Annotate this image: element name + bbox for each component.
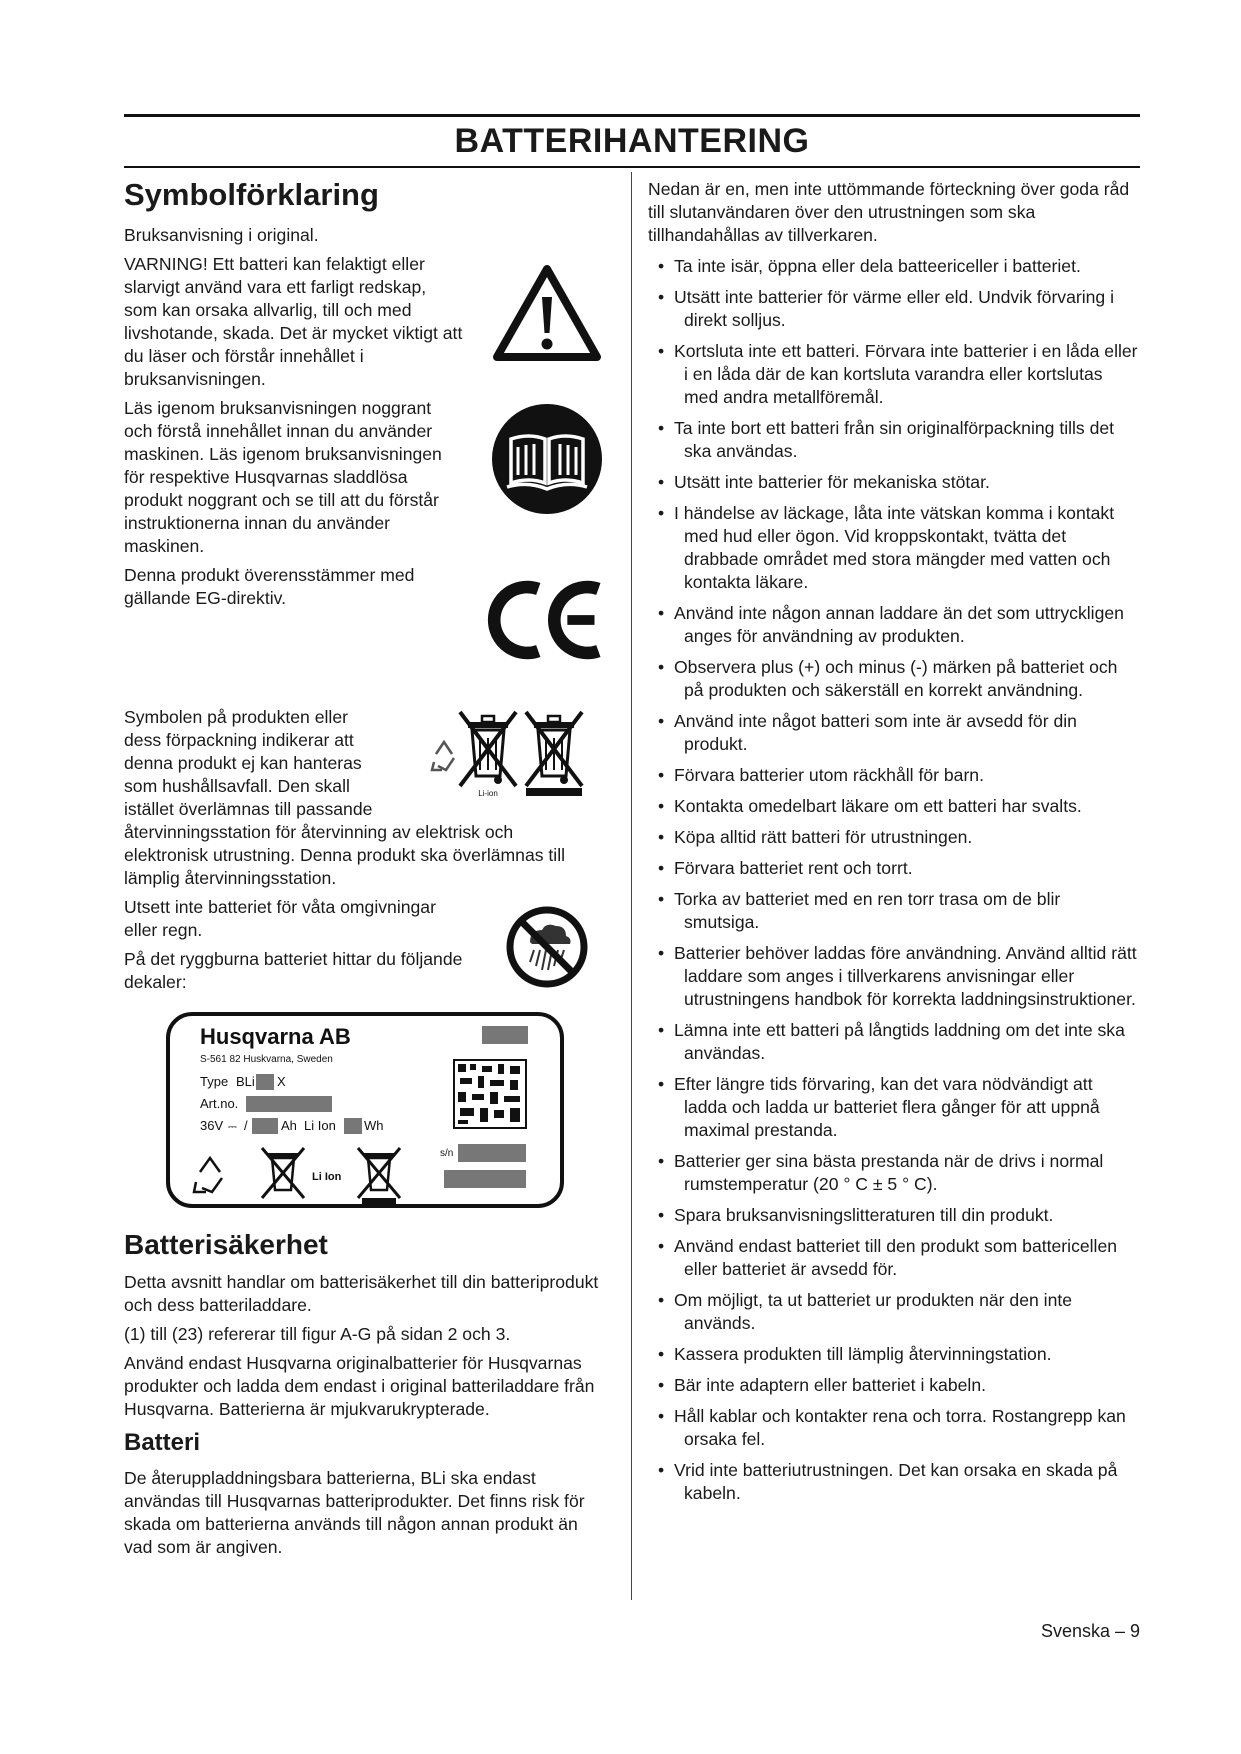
advice-text: Torka av batteriet med en ren torr trasa om de blir smutsiga. (674, 889, 1061, 932)
advice-text: Ta inte bort ett batteri från sin originalförpackning tills det ska användas. (674, 418, 1115, 461)
decal-sn-label: s/n (440, 1148, 454, 1159)
decal-ah-label: Ah (281, 1118, 297, 1133)
weee-line: Symbolen på produkten eller (124, 707, 348, 727)
advice-item (648, 1289, 1140, 1335)
advice-intro: Nedan är en, men inte uttömmande förteckning över goda råd till slutanvändaren över den utrustningen som ska tillhandahållas av tillverkaren. (648, 179, 1130, 245)
no-rain-icon (484, 896, 610, 990)
decal-voltage: 36V (200, 1118, 224, 1133)
weee-line: som hushållsavfall. Den skall (124, 776, 350, 796)
advice-list (648, 255, 1140, 1505)
advice-text: Kortsluta inte ett batteri. Förvara inte batterier i en låda eller i en låda där de kan kortsluta varandra eller kortslutas med andra metallföremål. (674, 341, 1138, 407)
advice-item (648, 710, 1140, 756)
bullet-mark: • (658, 657, 665, 677)
header-bottom-rule (124, 166, 1140, 168)
advice-text: Använd inte någon annan laddare än det som uttryckligen anges för användning av produkten. (674, 603, 1124, 646)
weee-block (124, 706, 610, 890)
bullet-mark: • (658, 796, 665, 816)
ce-block (124, 564, 610, 666)
bullet-mark: • (658, 1290, 665, 1310)
weee-line: dess förpackning indikerar att (124, 730, 354, 750)
bullet-mark: • (658, 827, 665, 847)
advice-text: Utsätt inte batterier för värme eller eld. Undvik förvaring i direkt solljus. (674, 287, 1115, 330)
ce-mark-icon (484, 564, 610, 666)
bullet-mark: • (658, 765, 665, 785)
column-divider (631, 172, 632, 1600)
advice-text: Ta inte isär, öppna eller dela batteericeller i batteriet. (674, 256, 1081, 276)
safety-text-2: (1) till (23) refererar till figur A-G på sidan 2 och 3. (124, 1324, 511, 1344)
advice-text: I händelse av läckage, låta inte vätskan komma i kontakt med hud eller ögon. Vid kroppskontakt, tvätta det drabbade området med stora mängder med vatten och kontakta läkare. (674, 503, 1115, 592)
decal-artno-label: Art.no. (200, 1096, 239, 1111)
bullet-mark: • (658, 418, 665, 438)
recycle-icon (432, 742, 454, 770)
bullet-mark: • (658, 1236, 665, 1256)
advice-item (648, 417, 1140, 463)
advice-text: Köpa alltid rätt batteri för utrustningen. (674, 827, 973, 847)
bullet-mark: • (658, 858, 665, 878)
safety-text-3: Använd endast Husqvarna originalbatterier för Husqvarnas produkter och ladda dem endast i original batteriladdare från Husqvarna. Batterierna är mjukvarukrypterade. (124, 1353, 595, 1419)
advice-text: Använd inte något batteri som inte är avsedd för din produkt. (674, 711, 1077, 754)
decal-chem-label: Li Ion (304, 1118, 336, 1133)
advice-text: Håll kablar och kontakter rena och torra. Rostangrepp kan orsaka fel. (674, 1406, 1126, 1449)
advice-item (648, 656, 1140, 702)
section-title: BATTERIHANTERING (454, 122, 810, 160)
bullet-mark: • (658, 889, 665, 909)
advice-text: Vrid inte batteriutrustningen. Det kan orsaka en skada på kabeln. (674, 1460, 1118, 1503)
advice-item (648, 795, 1140, 818)
left-column (124, 176, 610, 1565)
weee-line: istället överlämnas till passande (124, 799, 373, 819)
bullet-mark: • (658, 1344, 665, 1364)
advice-text: Förvara batteriet rent och torrt. (674, 858, 913, 878)
decals-text: På det ryggburna batteriet hittar du följande dekaler: (124, 949, 463, 992)
advice-text: Batterier ger sina bästa prestanda när de drivs i normal rumstemperatur (20 ° C ± 5 ° C). (674, 1151, 1104, 1194)
decal-wh-label: Wh (364, 1118, 384, 1133)
bullet-mark: • (658, 1460, 665, 1480)
weee-symbols (424, 706, 604, 803)
battery-decal (164, 1010, 610, 1215)
battery-safety-heading: Batterisäkerhet (124, 1229, 328, 1260)
advice-item (648, 1019, 1140, 1065)
weee-line: återvinningsstation för återvinning av elektrisk och (124, 822, 514, 842)
advice-item (648, 888, 1140, 934)
bullet-mark: • (658, 711, 665, 731)
advice-text: Förvara batterier utom räckhåll för barn. (674, 765, 984, 785)
decal-dc-symbol: ⎓ (228, 1120, 237, 1133)
rain-block (124, 896, 610, 1000)
ce-text: Denna produkt överensstämmer med gällande EG-direktiv. (124, 565, 415, 608)
decal-brand: Husqvarna AB (200, 1024, 351, 1049)
advice-item (648, 1374, 1140, 1397)
bullet-mark: • (658, 603, 665, 623)
advice-item (648, 1459, 1140, 1505)
bullet-mark: • (658, 943, 665, 963)
decal-address: S-561 82 Huskvarna, Sweden (200, 1054, 333, 1065)
warning-triangle-icon (484, 253, 610, 363)
bullet-mark: • (658, 1406, 665, 1426)
advice-text: Observera plus (+) och minus (-) märken på batteriet och på produkten och säkerställ en korrekt användning. (674, 657, 1118, 700)
weee-line: elektronisk utrustning. Denna produkt ska överlämnas till (124, 845, 566, 865)
bullet-mark: • (658, 472, 665, 492)
weee-bin-li-ion-icon (460, 712, 516, 798)
read-manual-icon (484, 397, 610, 515)
warning-block (124, 253, 610, 397)
warning-text: VARNING! Ett batteri kan felaktigt eller slarvigt använd vara ett farligt redskap, som kan orsaka allvarlig, till och med livshotande, skada. Det är mycket viktigt att du läser och förstår innehållet i bruksanvisningen. (124, 254, 463, 389)
advice-item (648, 255, 1140, 278)
advice-text: Använd endast batteriet till den produkt som battericellen eller batteriet är avsedd för. (674, 1236, 1118, 1279)
weee-bin-icon (526, 712, 582, 796)
decal-datamatrix-icon (454, 1060, 526, 1128)
bullet-mark: • (658, 1020, 665, 1040)
weee-line: lämplig återvinningsstation. (124, 868, 337, 888)
page-footer: Svenska – 9 (1040, 1621, 1140, 1641)
weee-line: denna produkt ej kan hanteras (124, 753, 362, 773)
bullet-mark: • (658, 256, 665, 276)
advice-item (648, 857, 1140, 880)
weee-li-ion-label: Li-ion (478, 789, 498, 798)
advice-item (648, 1204, 1140, 1227)
decal-type-prefix: BLi (236, 1074, 255, 1089)
bullet-mark: • (658, 1074, 665, 1094)
decal-type-suffix: X (277, 1074, 286, 1089)
advice-text: Kassera produkten till lämplig återvinningstation. (674, 1344, 1052, 1364)
bullet-mark: • (658, 1375, 665, 1395)
advice-item (648, 764, 1140, 787)
decal-type-label: Type (200, 1074, 229, 1089)
bullet-mark: • (658, 341, 665, 361)
original-manual-text: Bruksanvisning i original. (124, 225, 319, 245)
decal-li-ion-text: Li Ion (312, 1171, 342, 1183)
advice-item (648, 502, 1140, 594)
advice-text: Utsätt inte batterier för mekaniska stötar. (674, 472, 990, 492)
advice-item (648, 340, 1140, 409)
battery-text: De återuppladdningsbara batterierna, BLi ska endast användas till Husqvarnas batteriprodukter. Det finns risk för skada om batterierna används till någon annan produkt än vad som är angiven. (124, 1468, 585, 1557)
advice-item (648, 1150, 1140, 1196)
advice-text: Kontakta omedelbart läkare om ett batteri har svalts. (674, 796, 1082, 816)
bullet-mark: • (658, 1205, 665, 1225)
advice-text: Lämna inte ett batteri på långtids laddning om det inte ska användas. (674, 1020, 1125, 1063)
bullet-mark: • (658, 503, 665, 523)
advice-text: Spara bruksanvisningslitteraturen till din produkt. (674, 1205, 1054, 1225)
advice-item (648, 1343, 1140, 1366)
advice-item (648, 286, 1140, 332)
advice-item (648, 826, 1140, 849)
rain-text: Utsett inte batteriet för våta omgivningar eller regn. (124, 897, 436, 940)
header-top-rule (124, 114, 1140, 117)
read-manual-text: Läs igenom bruksanvisningen noggrant och förstå innehållet innan du använder maskinen. Läs igenom bruksanvisningen för respektive Husqvarnas sladdlösa produkt noggrant och se till att du förstår instruktionerna innan du använder maskinen. (124, 398, 442, 556)
decal-slash: / (244, 1118, 248, 1133)
advice-item (648, 471, 1140, 494)
advice-text: Batterier behöver laddas före användning. Använd alltid rätt laddare som anges i tillverkarens anvisningar eller utrustningens handbok för korrekta laddningsinstruktioner. (674, 943, 1137, 1009)
battery-heading: Batteri (124, 1429, 201, 1456)
bullet-mark: • (658, 287, 665, 307)
bullet-mark: • (658, 1151, 665, 1171)
advice-item (648, 942, 1140, 1011)
advice-text: Om möjligt, ta ut batteriet ur produkten när den inte används. (674, 1290, 1073, 1333)
right-column (648, 178, 1140, 1513)
advice-item (648, 1405, 1140, 1451)
advice-text: Bär inte adaptern eller batteriet i kabeln. (674, 1375, 986, 1395)
advice-text: Efter längre tids förvaring, kan det vara nödvändigt att ladda och ladda ur batteriet flera gånger för att uppnå maximal prestanda. (674, 1074, 1100, 1140)
advice-item (648, 602, 1140, 648)
manual-block (124, 397, 610, 564)
symbol-heading: Symbolförklaring (124, 177, 379, 212)
advice-item (648, 1073, 1140, 1142)
advice-item (648, 1235, 1140, 1281)
safety-text-1: Detta avsnitt handlar om batterisäkerhet till din batteriprodukt och dess batteriladdare. (124, 1272, 599, 1315)
